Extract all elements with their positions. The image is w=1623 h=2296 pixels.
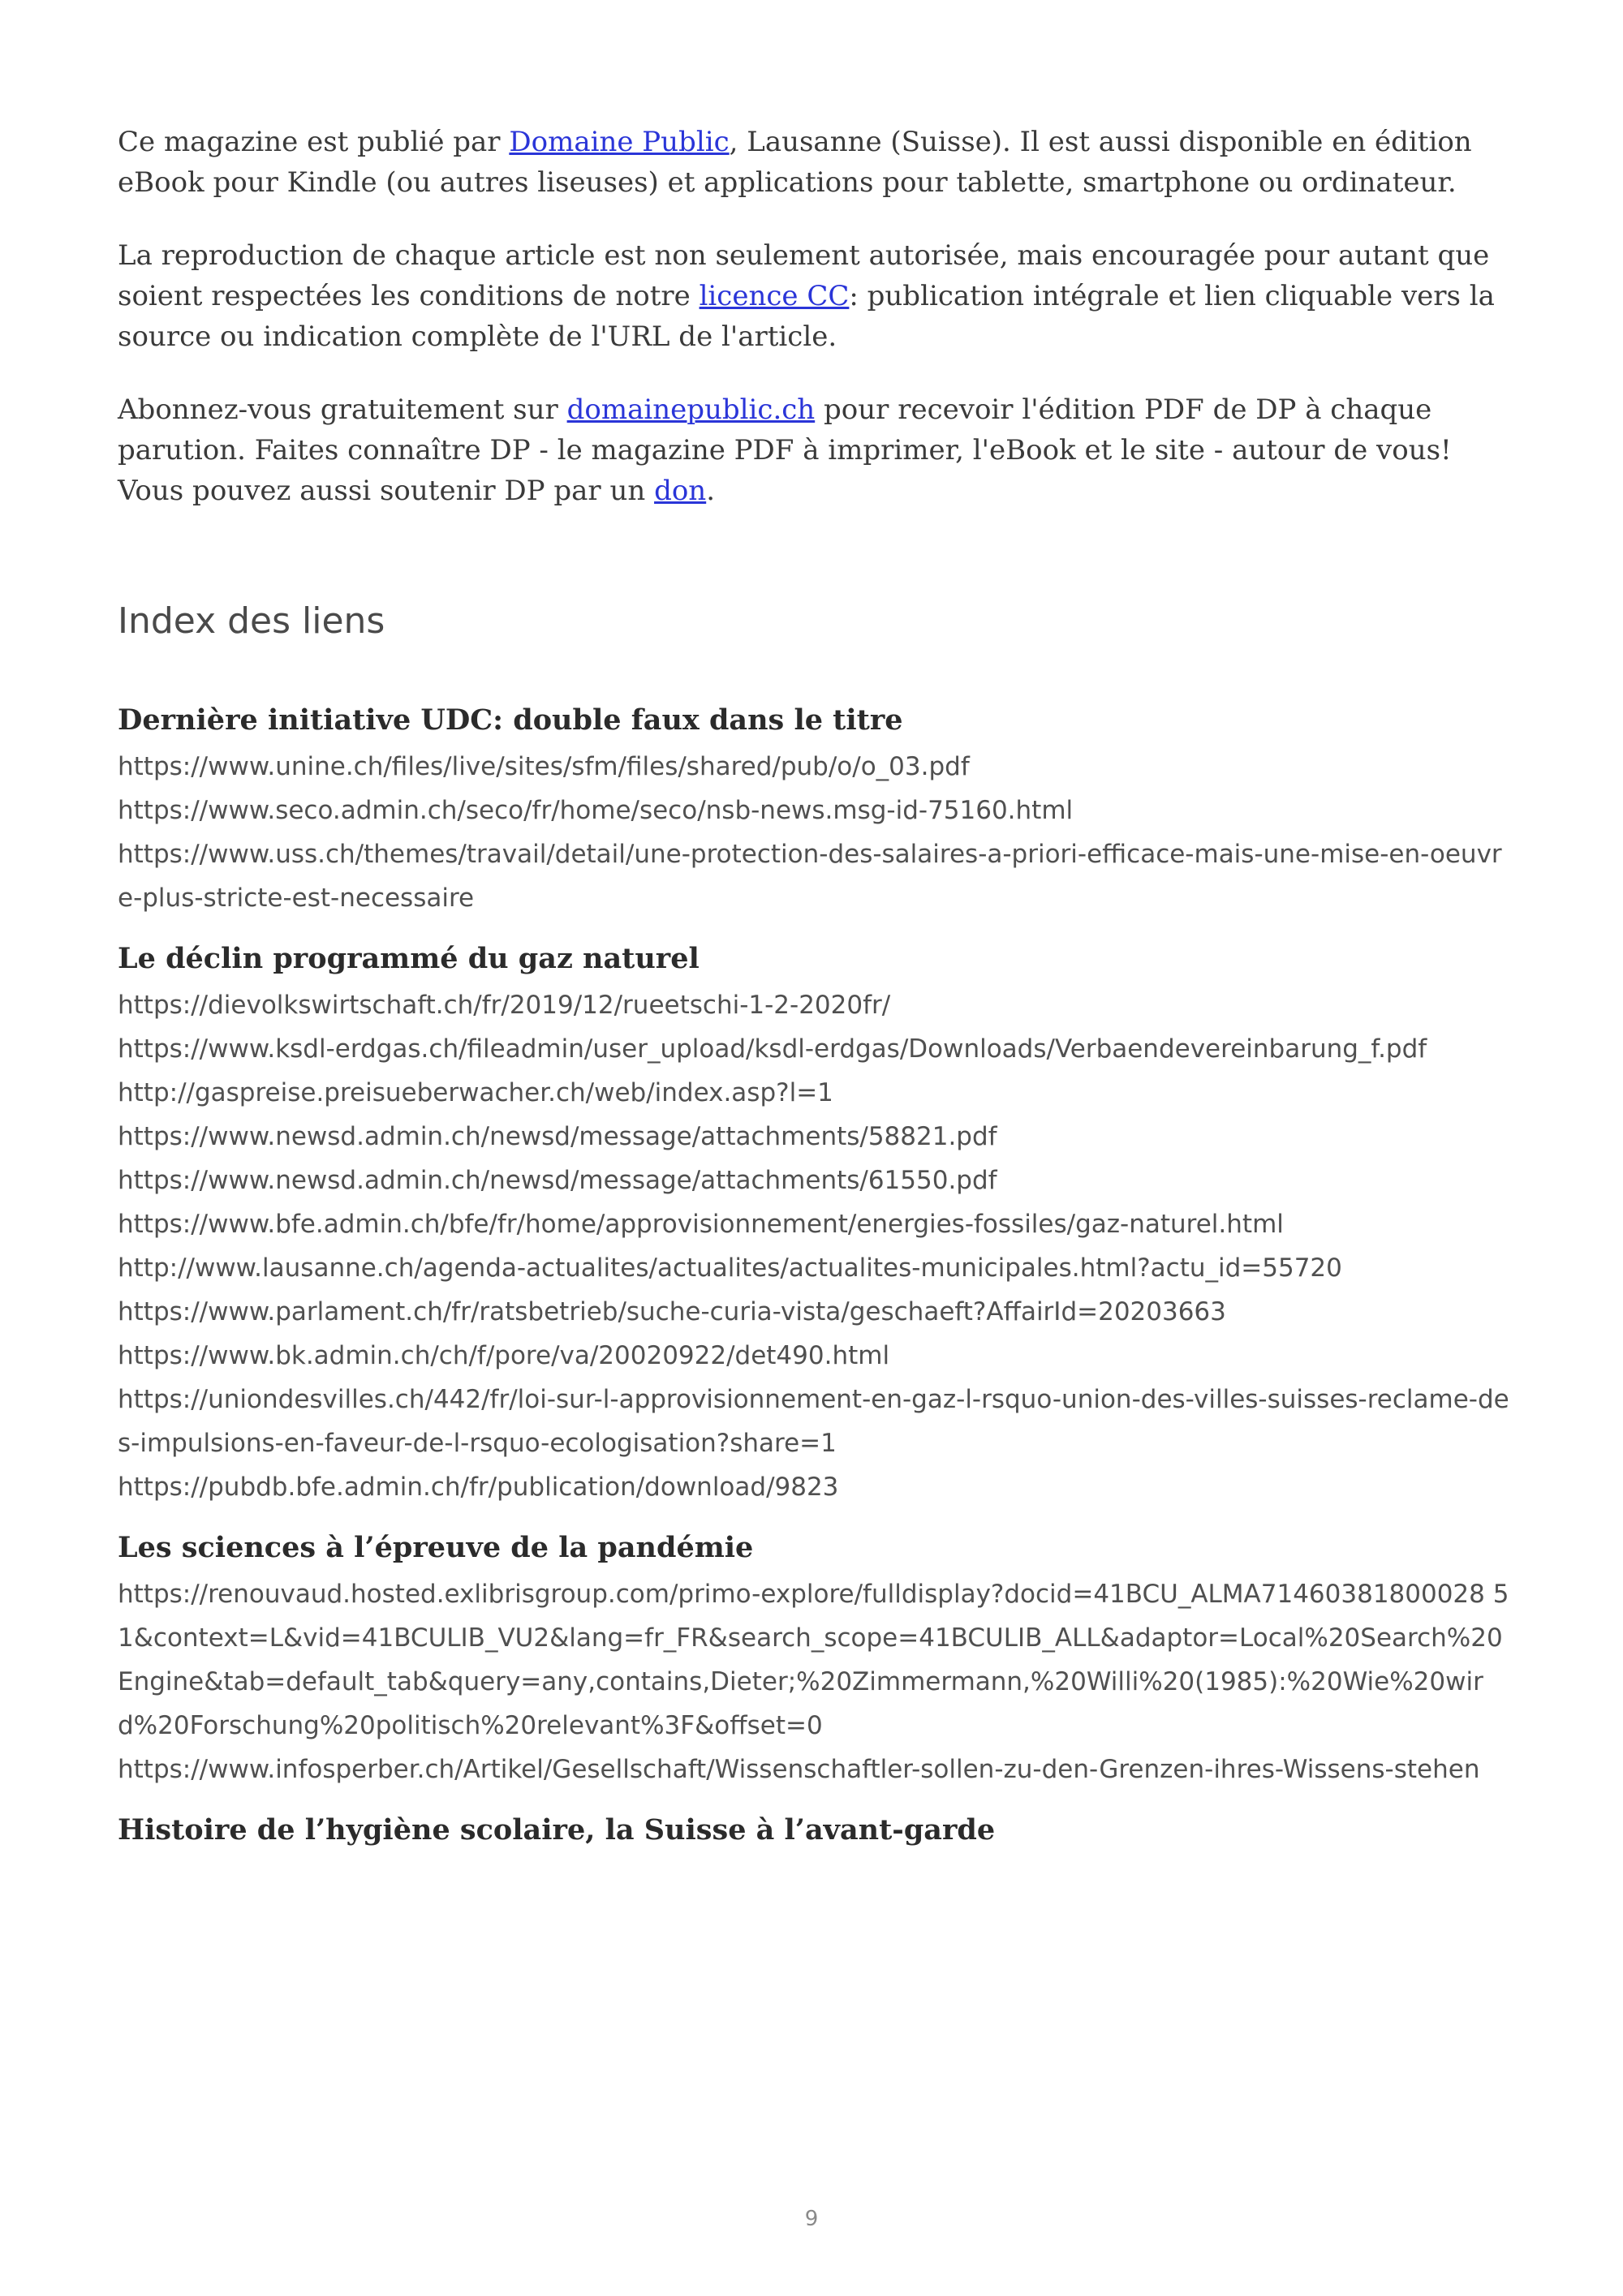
link-section: [118, 699, 1513, 920]
link-url[interactable]: https://www.seco.admin.ch/seco/fr/home/seco/nsb-news.msg-id-75160.html: [118, 796, 1074, 825]
section-title: Le déclin programmé du gaz naturel: [118, 942, 700, 975]
section-title: Dernière initiative UDC: double faux dans le titre: [118, 703, 903, 737]
link-url[interactable]: https://www.bk.admin.ch/ch/f/pore/va/20020922/det490.html: [118, 1341, 890, 1370]
link-url[interactable]: https://www.parlament.ch/fr/ratsbetrieb/suche-curia-vista/geschaeft?AffairId=20203663: [118, 1297, 1226, 1326]
section-title: Les sciences à l’épreuve de la pandémie: [118, 1531, 754, 1564]
link-url[interactable]: https://renouvaud.hosted.exlibrisgroup.com/primo-explore/fulldisplay?docid=41BCU_ALMA71460381800028 51&context=L&vid=41BCULIB_VU2&lang=fr_FR&search_scope=41BCULIB_ALL&adaptor=Local%20Search%20Engine&tab=default_tab&query=any,contains,Dieter;%20Zimmermann,%20Willi%20(1985):%20Wie%20wird%20Forschung%20politisch%20relevant%3F&offset=0: [118, 1580, 1509, 1740]
link-url[interactable]: https://pubdb.bfe.admin.ch/fr/publication/download/9823: [118, 1473, 839, 1502]
licence-cc-link[interactable]: licence CC: [699, 280, 850, 312]
intro-paragraph-license: La reproduction de chaque article est non seulement autorisée, mais encouragée pour autant que soient respectées les conditions de notre licence CC: publication intégrale et lien cliquable vers la source ou indication complète de l'URL de l'article.: [118, 239, 1495, 353]
link-url[interactable]: http://www.lausanne.ch/agenda-actualites/actualites/actualites-municipales.html?actu_id=55720: [118, 1253, 1342, 1283]
link-url[interactable]: https://www.bfe.admin.ch/bfe/fr/home/approvisionnement/energies-fossiles/gaz-naturel.html: [118, 1210, 1284, 1239]
page-content: [118, 122, 1513, 1869]
intro-paragraph-publisher: Ce magazine est publié par Domaine Public, Lausanne (Suisse). Il est aussi disponible en édition eBook pour Kindle (ou autres liseuses) et applications pour tablette, smartphone ou ordinateur.: [118, 126, 1472, 199]
link-url[interactable]: https://www.infosperber.ch/Artikel/Gesellschaft/Wissenschaftler-sollen-zu-den-Grenzen-ihres-Wissens-stehen: [118, 1755, 1480, 1784]
section-title: Histoire de l’hygiène scolaire, la Suisse à l’avant-garde: [118, 1813, 996, 1847]
link-section: [118, 1527, 1513, 1791]
don-link[interactable]: don: [654, 475, 707, 507]
link-section: [118, 1809, 1513, 1851]
link-url[interactable]: https://uniondesvilles.ch/442/fr/loi-sur-l-approvisionnement-en-gaz-l-rsquo-union-des-villes-suisses-reclame-des-impulsions-en-faveur-de-l-rsquo-ecologisation?share=1: [118, 1385, 1509, 1458]
link-url[interactable]: https://www.newsd.admin.ch/newsd/message/attachments/58821.pdf: [118, 1122, 997, 1151]
link-index-sections: [118, 699, 1513, 1851]
index-heading: Index des liens: [118, 600, 385, 642]
page-number: 9: [804, 2207, 819, 2231]
intro-paragraph-subscribe: Abonnez-vous gratuitement sur domainepublic.ch pour recevoir l'édition PDF de DP à chaque parution. Faites connaître DP - le magazine PDF à imprimer, l'eBook et le site - autour de vous! Vous pouvez aussi soutenir DP par un don.: [118, 393, 1452, 507]
link-url[interactable]: https://www.ksdl-erdgas.ch/fileadmin/user_upload/ksdl-erdgas/Downloads/Verbaendevereinbarung_f.pdf: [118, 1034, 1427, 1064]
domaine-public-link[interactable]: Domaine Public: [509, 126, 730, 158]
intro-block: [118, 122, 1513, 511]
link-section: [118, 938, 1513, 1509]
link-url[interactable]: https://www.unine.ch/files/live/sites/sfm/files/shared/pub/o/o_03.pdf: [118, 752, 970, 781]
link-url[interactable]: https://dievolkswirtschaft.ch/fr/2019/12/rueetschi-1-2-2020fr/: [118, 991, 891, 1020]
link-url[interactable]: http://gaspreise.preisueberwacher.ch/web/index.asp?l=1: [118, 1078, 833, 1107]
link-url[interactable]: https://www.newsd.admin.ch/newsd/message/attachments/61550.pdf: [118, 1166, 997, 1195]
link-url[interactable]: https://www.uss.ch/themes/travail/detail/une-protection-des-salaires-a-priori-efficace-mais-une-mise-en-oeuvre-plus-stricte-est-necessaire: [118, 840, 1502, 913]
domainepublic-link[interactable]: domainepublic.ch: [566, 393, 816, 426]
